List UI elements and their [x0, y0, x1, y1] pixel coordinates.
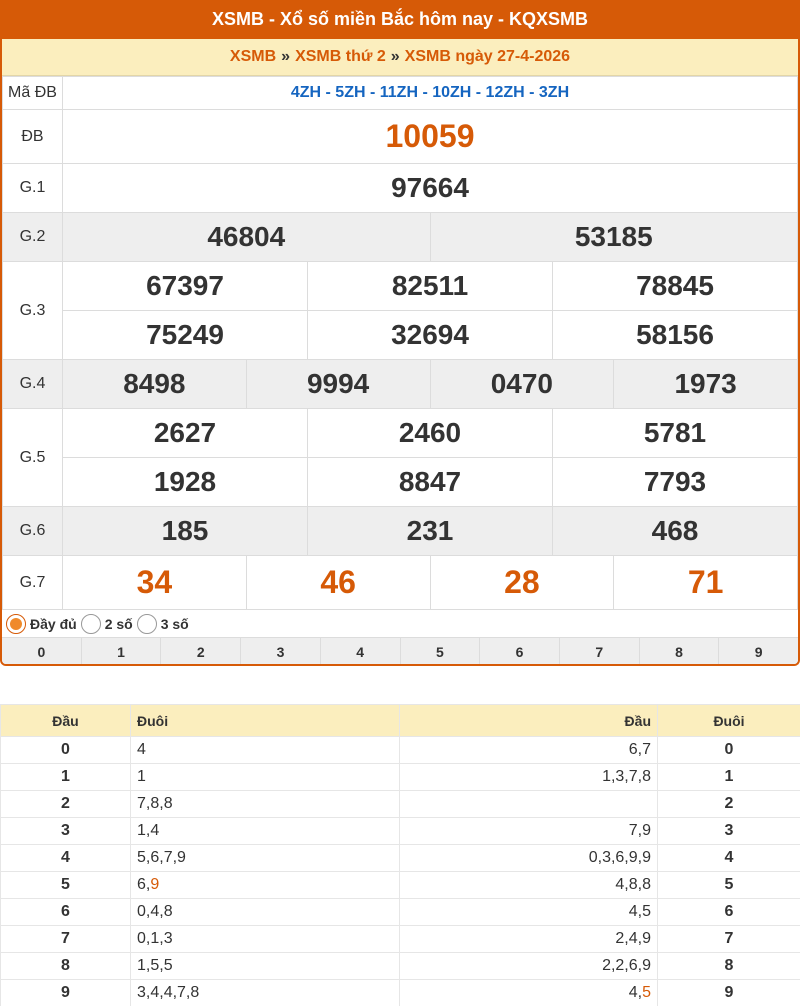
option-three-label: 3 số	[160, 615, 189, 632]
special-code: 4ZH - 5ZH - 11ZH - 10ZH - 12ZH - 3ZH	[63, 77, 798, 110]
digit-filter-3[interactable]: 3	[241, 638, 321, 665]
g6-number: 468	[651, 515, 699, 546]
radio-three-digits[interactable]	[137, 614, 157, 634]
digit-filter-4[interactable]: 4	[321, 638, 401, 665]
dau-list: 0,3,6,9,9	[400, 845, 658, 872]
duoi-digit: 6	[658, 899, 800, 926]
g6-number: 185	[161, 515, 209, 546]
radio-two-digits[interactable]	[81, 614, 101, 634]
duoi-list: 7,8,8	[131, 791, 400, 818]
loto-table	[0, 704, 800, 1006]
g5-number: 1928	[153, 466, 217, 497]
duoi-list: 1,4	[131, 818, 400, 845]
duoi-list: 5,6,7,9	[131, 845, 400, 872]
label-g2: G.2	[3, 213, 63, 262]
g3-number: 58156	[636, 319, 714, 350]
table-row	[1, 845, 800, 872]
dau-list	[400, 791, 658, 818]
g4-number: 9994	[306, 368, 370, 399]
g7-number: 28	[504, 564, 540, 600]
label-g4: G.4	[3, 360, 63, 409]
label-madb: Mã ĐB	[3, 77, 63, 110]
option-three-digits[interactable]	[137, 614, 189, 634]
dau-list: 6,7	[400, 737, 658, 764]
dau-digit: 9	[1, 980, 131, 1006]
digit-filter-1[interactable]: 1	[82, 638, 162, 665]
duoi-list: 3,4,4,7,8	[131, 980, 400, 1006]
dau-digit: 5	[1, 872, 131, 899]
dau-digit: 1	[1, 764, 131, 791]
g4-number: 1973	[674, 368, 737, 399]
g3-number: 67397	[146, 270, 224, 301]
special-prize-number: 10059	[385, 118, 475, 154]
g3-number: 75249	[146, 319, 224, 350]
breadcrumb-xsmb[interactable]: XSMB	[229, 48, 277, 65]
label-g6: G.6	[3, 507, 63, 556]
duoi-highlight: 9	[150, 876, 160, 893]
duoi-digit: 5	[658, 872, 800, 899]
display-options	[2, 610, 798, 638]
table-row	[1, 818, 800, 845]
table-row	[1, 926, 800, 953]
col-header-dau-right: Đầu	[400, 705, 658, 737]
digit-filter-9[interactable]: 9	[754, 643, 763, 660]
digit-filter-0[interactable]: 0	[2, 638, 82, 665]
option-two-label: 2 số	[104, 615, 133, 632]
dau-digit: 6	[1, 899, 131, 926]
duoi-list: 0,1,3	[131, 926, 400, 953]
g3-number: 78845	[636, 270, 714, 301]
dau-list	[400, 980, 658, 1006]
dau-digit: 4	[1, 845, 131, 872]
breadcrumb-weekday[interactable]: XSMB thứ 2	[295, 48, 386, 65]
prize-table	[2, 76, 798, 610]
g2-number: 53185	[574, 221, 653, 252]
table-row	[1, 791, 800, 818]
dau-list: 1,3,7,8	[400, 764, 658, 791]
digit-filter-8[interactable]: 8	[640, 638, 720, 665]
table-row	[1, 737, 800, 764]
dau-list: 7,9	[400, 818, 658, 845]
first-prize-number: 97664	[391, 172, 469, 203]
table-row	[1, 764, 800, 791]
table-row	[1, 953, 800, 980]
g2-number: 46804	[207, 221, 286, 252]
dau-digit: 2	[1, 791, 131, 818]
g5-number: 7793	[643, 466, 707, 497]
duoi-digit: 7	[658, 926, 800, 953]
duoi-list-part: 6,	[137, 876, 151, 893]
breadcrumb	[2, 39, 798, 76]
label-db: ĐB	[3, 110, 63, 164]
duoi-list	[131, 872, 400, 899]
option-two-digits[interactable]	[81, 614, 133, 634]
dau-list-part: 4,	[628, 984, 643, 1001]
g5-number: 8847	[398, 466, 462, 497]
digit-filter-bar	[2, 638, 798, 665]
digit-filter-2[interactable]: 2	[161, 638, 241, 665]
g5-number: 5781	[643, 417, 707, 448]
dau-list: 4,8,8	[400, 872, 658, 899]
g3-number: 32694	[391, 319, 469, 350]
digit-filter-7[interactable]: 7	[560, 638, 640, 665]
col-header-duoi-right: Đuôi	[658, 705, 800, 737]
dau-list: 2,2,6,9	[400, 953, 658, 980]
g7-number: 71	[687, 564, 724, 600]
g6-number: 231	[406, 515, 454, 546]
duoi-digit: 8	[658, 953, 800, 980]
dau-list: 4,5	[400, 899, 658, 926]
col-header-duoi: Đuôi	[131, 705, 400, 737]
g5-number: 2460	[398, 417, 462, 448]
duoi-digit: 9	[658, 980, 800, 1006]
g4-number: 8498	[123, 368, 186, 399]
digit-filter-5[interactable]: 5	[401, 638, 481, 665]
g4-number: 0470	[490, 368, 554, 399]
g5-number: 2627	[153, 417, 217, 448]
g3-number: 82511	[391, 270, 469, 301]
duoi-digit: 0	[658, 737, 800, 764]
duoi-list: 1	[131, 764, 400, 791]
table-row	[1, 872, 800, 899]
option-full-label: Đầy đủ	[30, 615, 77, 632]
option-full[interactable]	[6, 614, 77, 634]
duoi-digit: 4	[658, 845, 800, 872]
duoi-digit: 2	[658, 791, 800, 818]
breadcrumb-separator: »	[390, 48, 400, 65]
g7-number: 34	[136, 564, 173, 600]
digit-filter-6[interactable]: 6	[480, 638, 560, 665]
table-row	[1, 899, 800, 926]
dau-digit: 0	[1, 737, 131, 764]
table-row	[1, 980, 800, 1006]
duoi-list: 4	[131, 737, 400, 764]
g7-number: 46	[320, 564, 356, 600]
page-title: XSMB - Xổ số miền Bắc hôm nay - KQXSMB	[0, 0, 800, 39]
dau-digit: 3	[1, 818, 131, 845]
dau-digit: 7	[1, 926, 131, 953]
duoi-list: 0,4,8	[131, 899, 400, 926]
label-g3: G.3	[3, 262, 63, 360]
duoi-digit: 3	[658, 818, 800, 845]
duoi-digit: 1	[658, 764, 800, 791]
breadcrumb-separator: »	[281, 48, 291, 65]
dau-digit: 8	[1, 953, 131, 980]
label-g5: G.5	[3, 409, 63, 507]
duoi-list: 1,5,5	[131, 953, 400, 980]
col-header-dau: Đầu	[1, 705, 131, 737]
breadcrumb-date[interactable]: XSMB ngày 27-4-2026	[404, 48, 571, 65]
dau-list: 2,4,9	[400, 926, 658, 953]
dau-highlight: 5	[642, 984, 651, 1001]
label-g1: G.1	[3, 164, 63, 213]
radio-full[interactable]	[6, 614, 26, 634]
label-g7: G.7	[3, 556, 63, 610]
